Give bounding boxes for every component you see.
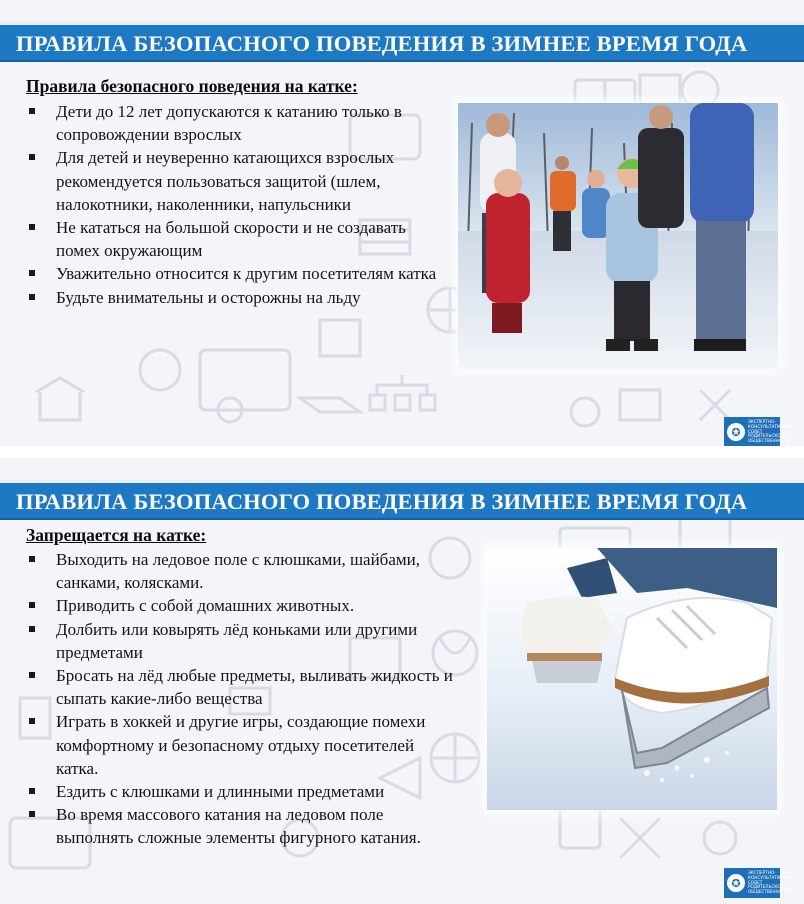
list-item (26, 664, 456, 710)
list-item (26, 216, 446, 262)
bullet-square-icon (29, 224, 35, 230)
list-item (26, 286, 446, 309)
title-banner (0, 22, 804, 62)
slide-rink-rules (0, 0, 804, 446)
bullet-square-icon (29, 270, 35, 276)
logo-caption: ЭКСПЕРТНО-КОНСУЛЬТАТИВНЫЙ СОВЕТ РОДИТЕЛЬСКОЙ ОБЩЕСТВЕННОСТИ (748, 870, 793, 895)
section-heading: Запрещается на катке: (26, 525, 207, 545)
banner-title: ПРАВИЛА БЕЗОПАСНОГО ПОВЕДЕНИЯ В ЗИМНЕЕ ВРЕМЯ ГОДА (16, 489, 748, 514)
rule-text: Не кататься на большой скорости и не создавать помех окружающим (56, 218, 406, 261)
council-logo (724, 868, 793, 898)
rule-text: Приводить с собой домашних животных. (56, 596, 355, 616)
council-logo (724, 417, 793, 446)
rule-text: Ездить с клюшками и длинными предметами (56, 782, 385, 802)
slide-rink-prohibitions (0, 458, 804, 904)
slide-divider (0, 446, 804, 458)
rules-list (26, 100, 446, 309)
bullet-square-icon (29, 556, 35, 562)
bullet-square-icon (29, 672, 35, 678)
banner-title: ПРАВИЛА БЕЗОПАСНОГО ПОВЕДЕНИЯ В ЗИМНЕЕ ВРЕМЯ ГОДА (16, 31, 748, 56)
list-item (26, 780, 456, 803)
rule-text: Бросать на лёд любые предметы, выливать жидкость и сыпать какие-либо вещества (56, 666, 453, 709)
bullet-square-icon (29, 626, 35, 632)
title-banner (0, 480, 804, 520)
rule-text: Долбить или ковырять лёд коньками или другими предметами (56, 619, 418, 662)
rule-text: Будьте внимательны и осторожны на льду (56, 287, 361, 307)
list-item (26, 548, 456, 594)
list-item (26, 618, 456, 664)
bullet-square-icon (29, 811, 35, 817)
list-item (26, 710, 456, 780)
rule-text: Выходить на ледовое поле с клюшками, шайбами, санками, колясками. (56, 550, 420, 593)
bullet-square-icon (29, 108, 35, 114)
rule-text: Во время массового катания на ледовом поле выполнять сложные элементы фигурного катания. (56, 805, 421, 848)
list-item (26, 262, 446, 285)
rule-text: Для детей и неуверенно катающихся взрослых рекомендуется пользоваться защитой (шлем, налокотники, наколенники, напульсники (56, 148, 395, 214)
skates-on-ice-photo (487, 548, 777, 810)
bullet-square-icon (29, 788, 35, 794)
skating-family-photo (458, 103, 778, 369)
bullet-square-icon (29, 154, 35, 160)
bullet-square-icon (29, 718, 35, 724)
council-emblem-icon: ✪ (727, 423, 745, 441)
rule-text: Дети до 12 лет допускаются к катанию только в сопровождении взрослых (56, 102, 402, 145)
rules-list (26, 548, 456, 850)
logo-caption: ЭКСПЕРТНО-КОНСУЛЬТАТИВНЫЙ СОВЕТ РОДИТЕЛЬСКОЙ ОБЩЕСТВЕННОСТИ (748, 419, 793, 444)
list-item (26, 146, 446, 216)
council-emblem-icon: ✪ (727, 874, 745, 892)
list-item (26, 803, 456, 849)
rule-text: Играть в хоккей и другие игры, создающие помехи комфортному и безопасному отдыху посетителей катка. (56, 712, 426, 778)
list-item (26, 594, 456, 617)
list-item (26, 100, 446, 146)
rule-text: Уважительно относится к другим посетителям катка (56, 264, 437, 284)
bullet-square-icon (29, 602, 35, 608)
bullet-square-icon (29, 294, 35, 300)
section-heading: Правила безопасного поведения на катке: (26, 76, 358, 96)
